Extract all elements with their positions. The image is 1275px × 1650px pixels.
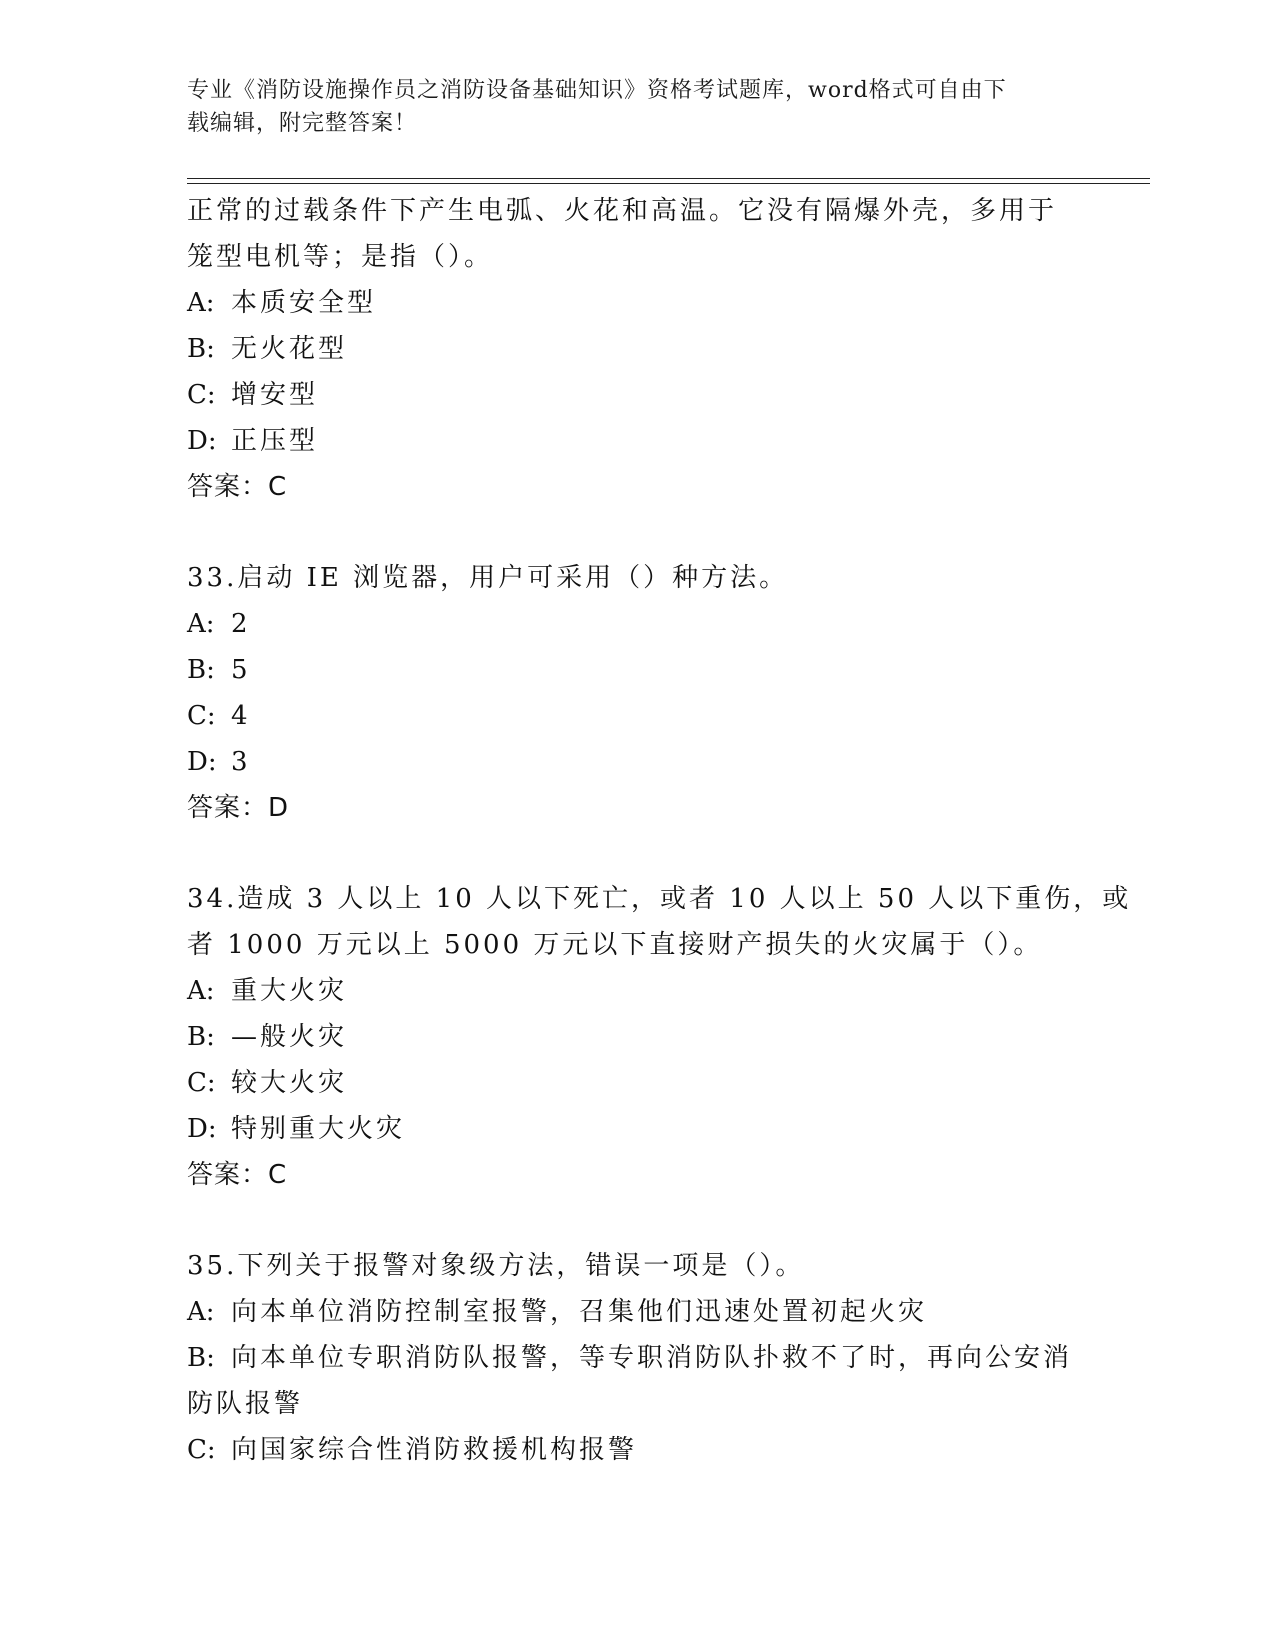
option-key: B:: [187, 1022, 215, 1052]
option-b: [187, 326, 1087, 372]
option-key: C:: [187, 701, 216, 731]
option-text: 4: [231, 701, 251, 731]
option-text: 无火花型: [231, 334, 348, 364]
option-a: [187, 280, 1087, 326]
question-33: [187, 555, 1087, 831]
option-key: A:: [187, 288, 215, 318]
option-c: [187, 372, 1087, 418]
option-text: 重大火灾: [231, 976, 348, 1006]
option-d: [187, 739, 1087, 785]
option-key: D:: [187, 426, 217, 456]
document-header: [187, 74, 1067, 140]
option-b: [187, 1014, 1087, 1060]
option-a: [187, 968, 1087, 1014]
answer-text: 答案：C: [187, 472, 288, 502]
question-text-line: 者 1000 万元以上 5000 万元以下直接财产损失的火灾属于（）。: [187, 930, 1043, 960]
question-text-line: 正常的过载条件下产生电弧、火花和高温。它没有隔爆外壳，多用于: [187, 196, 1058, 226]
option-c: [187, 693, 1087, 739]
spacer: [187, 1198, 1087, 1243]
option-text: 2: [231, 609, 251, 639]
answer-text: 答案：D: [187, 793, 290, 823]
option-key: C:: [187, 1435, 216, 1465]
option-text: 增安型: [231, 380, 319, 410]
option-text: 本质安全型: [231, 288, 377, 318]
option-key: B:: [187, 334, 215, 364]
option-d: [187, 418, 1087, 464]
option-key: B:: [187, 1343, 215, 1373]
option-key: C:: [187, 380, 216, 410]
option-key: A:: [187, 609, 215, 639]
header-line-2: 载编辑，附完整答案！: [187, 111, 418, 136]
answer-text: 答案：C: [187, 1160, 288, 1190]
option-text: 向国家综合性消防救援机构报警: [231, 1435, 638, 1465]
option-text: 特别重大火灾: [231, 1114, 406, 1144]
header-line-1: 专业《消防设施操作员之消防设备基础知识》资格考试题库，word格式可自由下: [187, 78, 1007, 103]
option-b-continued: 防队报警: [187, 1389, 304, 1419]
option-text: 向本单位专职消防队报警，等专职消防队扑救不了时，再向公安消: [231, 1343, 1073, 1373]
option-c: [187, 1060, 1087, 1106]
question-text-line: 35.下列关于报警对象级方法，错误一项是（）。: [187, 1251, 805, 1281]
question-34: [187, 876, 1132, 1198]
option-b: [187, 1335, 1087, 1381]
option-text: 向本单位消防控制室报警，召集他们迅速处置初起火灾: [231, 1297, 928, 1327]
option-key: D:: [187, 747, 217, 777]
option-b: [187, 647, 1087, 693]
spacer: [187, 510, 1087, 555]
option-key: D:: [187, 1114, 217, 1144]
option-key: C:: [187, 1068, 216, 1098]
option-text: —般火灾: [231, 1022, 348, 1052]
option-key: B:: [187, 655, 215, 685]
question-text-line: 34.造成 3 人以上 10 人以下死亡，或者 10 人以上 50 人以下重伤，或: [187, 884, 1132, 914]
spacer: [187, 831, 1087, 876]
question-text-line: 笼型电机等；是指（）。: [187, 242, 494, 272]
option-key: A:: [187, 976, 215, 1006]
question-35: [187, 1243, 1087, 1473]
question-content: [187, 188, 1132, 1473]
option-a: [187, 601, 1087, 647]
header-divider-bottom: [187, 183, 1150, 184]
question-text-line: 33.启动 IE 浏览器，用户可采用（）种方法。: [187, 563, 789, 593]
option-text: 较大火灾: [231, 1068, 348, 1098]
option-text: 正压型: [231, 426, 319, 456]
question-continued: [187, 188, 1087, 510]
option-a: [187, 1289, 1087, 1335]
option-c: [187, 1427, 1087, 1473]
header-divider-top: [187, 178, 1150, 179]
option-text: 5: [231, 655, 251, 685]
option-text: 3: [231, 747, 251, 777]
option-d: [187, 1106, 1087, 1152]
option-key: A:: [187, 1297, 215, 1327]
